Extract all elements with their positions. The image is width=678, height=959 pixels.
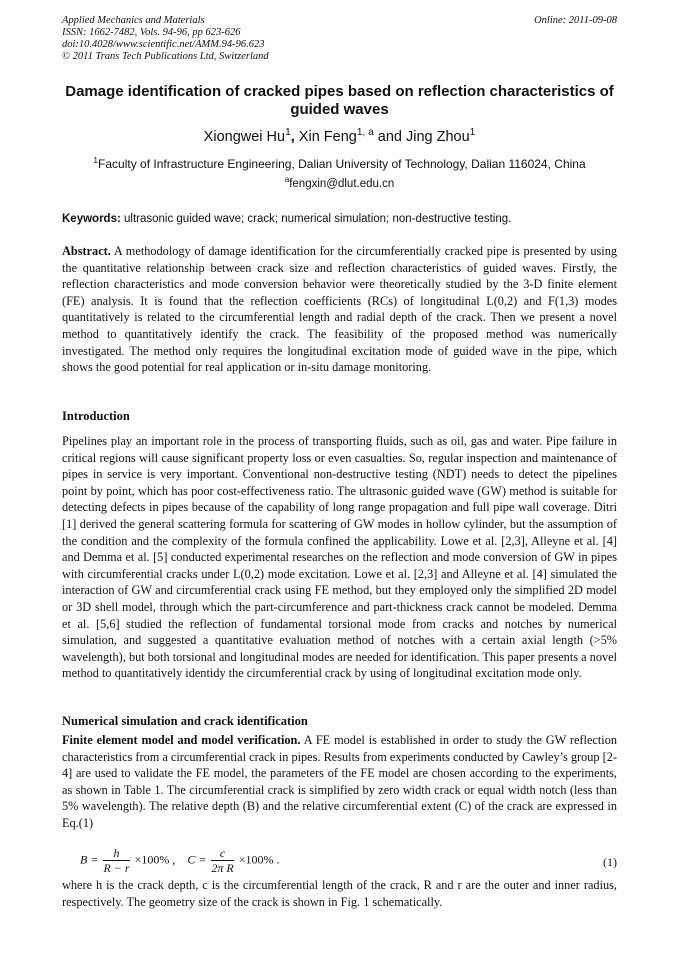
abstract-label: Abstract. — [62, 244, 111, 258]
introduction-paragraph: Pipelines play an important role in the process of transporting fluids, such as oil, gas and water. Pipe failure in critical regions will cause significant property loss or even casualties. So, regular inspection and maintenance of pipes in service is very important. Conventional non-destructive testing (NDT) needs to detect the pipelines point by point, which has poor cost-effectiveness ratio. The ultrasonic guided wave (GW) method is suitable for detecting defects in pipes because of the capability of long range propagation and full pipe wall coverage. Ditri [1] derived the general scattering formula for scattering of GW modes in hollow cylinder, but the assumption of the condition and the complexity of the formula confined the applicability. Lowe et al. [2,3], Alleyne et al. [4] and Demma et al. [5] conducted experimental researches on the reflection and mode conversion of GW in pipes with circumferential cracks under L(0,2) mode excitation. Lowe et al. [2,3] and Alleyne et al. [4] simulated the interaction of GW and circumferential crack using FE method, but they employed only the simplified 2D model or 3D shell model, through which the part-circumference and part-thickness crack cannot be modeled. Demma et al. [5,6] studied the reflection of fundamental torsional mode from cracks and notches by numerical simulation, and suggested a quantitative evaluation method of notches with a certain axial length (>5% wavelength), but both torsional and longitudinal modes are needed for identification. This paper presents a novel method to quantitatively identidy the circumferential crack by using of longitudinal excitation mode only. — [62, 434, 617, 681]
equation-body — [80, 846, 280, 875]
author-name: Jing Zhou — [405, 129, 470, 145]
eq-percent: ×100% , — [134, 852, 176, 867]
eq-fraction-b — [103, 846, 129, 875]
eq-fraction-c — [211, 846, 233, 875]
section-heading-numerical: Numerical simulation and crack identification — [62, 714, 308, 728]
eq-numerator: c — [211, 846, 233, 861]
abstract-text: A methodology of damage identification for the circumferentially cracked pipe is presented by using the quantitative relationship between crack size and reflection characteristics of guided waves. Firstly, the reflection characteristics and mode conversion behavior were theoretically studied by the 3-D finite element (FE) analysis. It is found that the reflection coefficients (RCs) of longitudinal L(0,2) and F(1,3) modes quantitatively is related to the circumferential length and radial depth of the crack. Then we present a novel method to quantitatively identify the crack. The feasibility of the proposed method was numerically investigated. The method only requires the longitudinal excitation mode of guided wave in the pipe, which shows the good potential for real application or in-situ damage monitoring. — [62, 244, 617, 375]
keywords-label: Keywords: — [62, 213, 121, 225]
author-affil-sup: 1 — [285, 127, 291, 139]
fe-model-text: A FE model is established in order to study the GW reflection characteristics from a circumferential crack in pipes. Results from experiments conducted by Cawley’s group [2-4] are used to validate the FE model, the parameters of the FE model are chosen according to the experiments, as shown in Table 1. The circumferential crack is simplified by zero width crack or equal width notch (less than 5% wavelength). The relative depth (B) and the relative circumferential extent (C) of the crack are expressed in Eq.(1) — [62, 733, 617, 830]
eq-lhs-c: C = — [187, 852, 207, 867]
author-affil-sup: 1, a — [356, 127, 374, 139]
keywords-text: ultrasonic guided wave; crack; numerical simulation; non-destructive testing. — [120, 213, 512, 225]
affiliation — [62, 157, 617, 171]
eq-numerator: h — [103, 846, 129, 861]
journal-name: Applied Mechanics and Materials — [62, 15, 205, 26]
author-name: Xin Feng — [298, 129, 357, 145]
equation-1 — [80, 846, 617, 880]
email-address[interactable]: fengxin@dlut.edu.cn — [289, 178, 395, 190]
email-sup: a — [284, 175, 290, 185]
paper-title: Damage identification of cracked pipes based on reflection characteristics of guided waves — [65, 83, 614, 118]
eq-percent: ×100% . — [238, 852, 280, 867]
author-affil-sup: 1 — [469, 127, 476, 139]
copyright-line: © 2011 Trans Tech Publications Ltd, Switzerland — [62, 51, 269, 62]
affiliation-text: Faculty of Infrastructure Engineering, Dalian University of Technology, Dalian 116024, China — [98, 157, 586, 171]
abstract — [62, 243, 617, 376]
author-list — [62, 129, 617, 145]
section-heading-introduction: Introduction — [62, 409, 130, 423]
eq-denominator: 2π R — [211, 861, 234, 875]
issn-line: ISSN: 1662-7482, Vols. 94-96, pp 623-626 — [62, 27, 241, 38]
author-separator: , — [290, 129, 299, 145]
author-name: Xiongwei Hu — [203, 129, 286, 145]
eq-denominator: R − r — [103, 861, 130, 875]
author-separator: and — [373, 129, 406, 145]
eq-lhs-b: B = — [80, 852, 99, 867]
fe-model-paragraph — [62, 732, 617, 832]
keywords — [62, 213, 617, 225]
journal-header — [62, 15, 617, 63]
online-date: Online: 2011-09-08 — [534, 15, 617, 26]
equation-number: (1) — [603, 855, 617, 869]
subsection-label: Finite element model and model verification. — [62, 733, 301, 747]
affiliation-sup: 1 — [93, 155, 99, 165]
email-line — [62, 175, 617, 190]
after-equation-paragraph: where h is the crack depth, c is the circumferential length of the crack, R and r are the outer and inner radius, respectively. The geometry size of the crack is shown in Fig. 1 schematically. — [62, 878, 617, 909]
doi-line[interactable]: doi:10.4028/www.scientific.net/AMM.94-96.623 — [62, 39, 265, 50]
